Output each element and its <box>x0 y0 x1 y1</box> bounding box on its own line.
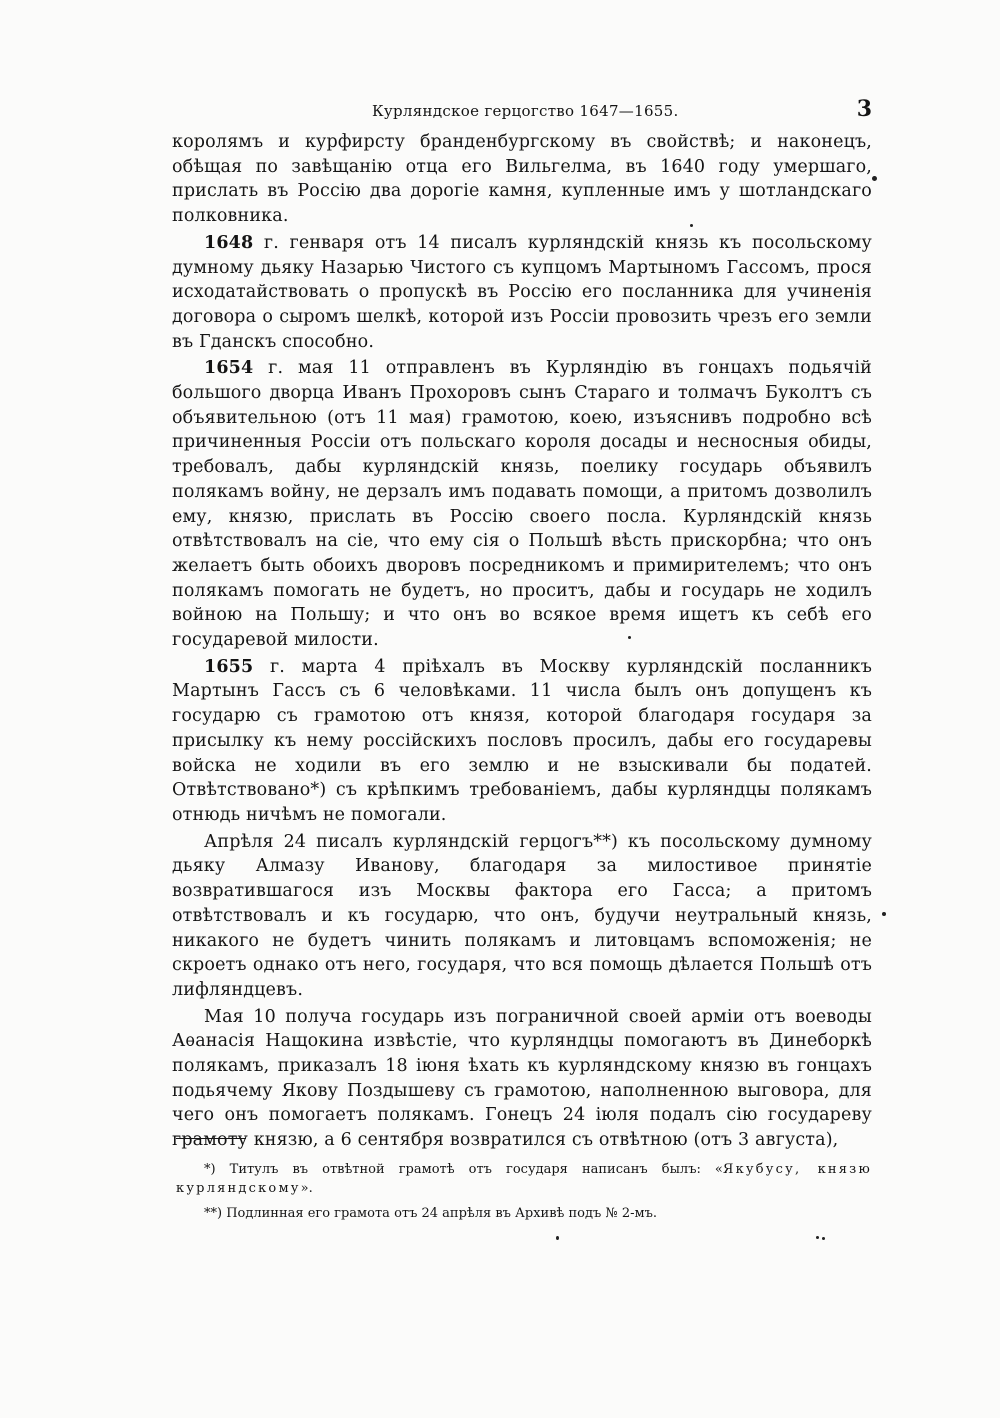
paragraph-text: Мая 10 получа государь изъ пограничной своей арміи отъ воеводы Аѳанасія Нащокина извѣстіе, что курляндцы помогаютъ въ Динеборкѣ полякамъ, приказалъ 18 іюня ѣхать къ курляндскому князю въ гонцахъ подьячему Якову Поздышеву съ грамотою, наполненною выговора, для чего онъ помогаетъ полякамъ. Гонецъ 24 іюля подалъ сію государеву грамоту князю, а 6 сентября возвратился съ отвѣтною (отъ 3 августа), <box>172 1006 872 1151</box>
year-heading: 1655 <box>204 656 254 677</box>
footnote-text-end: ». <box>300 1181 313 1196</box>
scan-speck <box>882 912 886 916</box>
footnote-2 <box>176 1204 872 1223</box>
paragraph-text: г. генваря отъ 14 писалъ курляндскій князь къ посольскому думному дьяку Назарью Чистого съ купцомъ Мартыномъ Гассомъ, прося исходатайствовать о пропускѣ въ Россію его посланника для учиненія договора о сыромъ шелкѣ, которой изъ Россіи провозить чрезъ его земли въ Гданскъ способно. <box>172 232 872 352</box>
footnotes <box>176 1160 872 1229</box>
scan-speck <box>628 636 631 639</box>
paragraph-1654 <box>172 356 872 652</box>
year-heading: 1648 <box>204 232 254 253</box>
paragraph-text: королямъ и курфирсту бранденбургскому въ свойствѣ; и наконецъ, обѣщая по завѣщанію отца его Вильгелма, въ 1640 году умершаго, прислать въ Россію два дорогіе камня, купленные имъ у шотландскаго полковника. <box>172 132 872 227</box>
running-title: Курляндское герцогство 1647—1655. <box>372 102 679 120</box>
paragraph-april <box>172 830 872 1003</box>
footnote-text: *) Титулъ въ отвѣтной грамотѣ отъ государя написанъ былъ: « <box>204 1162 723 1177</box>
scan-speck <box>816 1236 819 1239</box>
scan-speck <box>690 224 693 227</box>
scan-speck <box>822 1237 825 1240</box>
paragraph-1655 <box>172 655 872 828</box>
body-text <box>172 130 872 1155</box>
scan-speck <box>556 1236 559 1240</box>
footnote-divider <box>176 1138 246 1139</box>
footnote-text: **) Подлинная его грамота отъ 24 апрѣля въ Архивѣ подъ № 2-мъ. <box>204 1206 658 1221</box>
paragraph-text: г. мая 11 отправленъ въ Курляндію въ гонцахъ подьячій большого дворца Иванъ Прохоровъ сынъ Стараго и толмачъ Буколтъ съ объявительною (отъ 11 мая) грамотою, коею, изъяснивъ подробно всѣ причиненныя Россіи отъ польскаго короля досады и несносныя обиды, требовалъ, дабы курляндскій князь, поелику государь объявилъ полякамъ войну, не дерзалъ имъ подавать помощи, а притомъ дозволилъ ему, князю, прислать въ Россію своего посла. Курляндскій князь отвѣтствовалъ на сіе, что ему сія о Польшѣ вѣсть прискорбна; что онъ желаетъ быть обоихъ дворовъ посредникомъ и примирителемъ; что онъ полякамъ помогать не будетъ, но проситъ, дабы и государь не ходилъ войною на Польшу; и что онъ во всякое время ищетъ къ себѣ его государевой милости. <box>172 358 872 651</box>
paragraph-text: г. марта 4 пріѣхалъ въ Москву курляндскій посланникъ Мартынъ Гассъ съ 6 человѣками. 11 числа былъ онъ допущенъ къ государю съ грамотою отъ князя, которой благодаря государя за присылку къ нему россійскихъ пословъ просилъ, дабы его государевы войска не ходили въ его землю и не взыскивали бы податей. Отвѣтствовано*) съ крѣпкимъ требованіемъ, дабы курляндцы полякамъ отнюдь ничѣмъ не помогали. <box>172 656 872 825</box>
paragraph-text: Апрѣля 24 писалъ курляндскій герцогъ**) къ посольскому думному дьяку Алмазу Иванову, благодаря за милостивое принятіе возвратившагося изъ Москвы фактора его Гасса; а притомъ отвѣтствовалъ и къ государю, что онъ, будучи неутральный князь, никакого не будетъ чинить полякамъ и литовцамъ вспоможенія; не скроетъ однако отъ него, государя, что вся помощь дѣлается Польшѣ отъ лифляндцевъ. <box>172 831 872 1000</box>
page-number: 3 <box>856 96 872 122</box>
paragraph-may <box>172 1005 872 1153</box>
paragraph-1648 <box>172 231 872 355</box>
footnote-spaced-text: Якубусу, князю курляндскому <box>176 1162 872 1196</box>
page-header <box>172 96 872 126</box>
year-heading: 1654 <box>204 358 254 379</box>
paragraph-continuation <box>172 130 872 229</box>
scan-speck <box>872 176 877 181</box>
footnote-1 <box>176 1160 872 1198</box>
